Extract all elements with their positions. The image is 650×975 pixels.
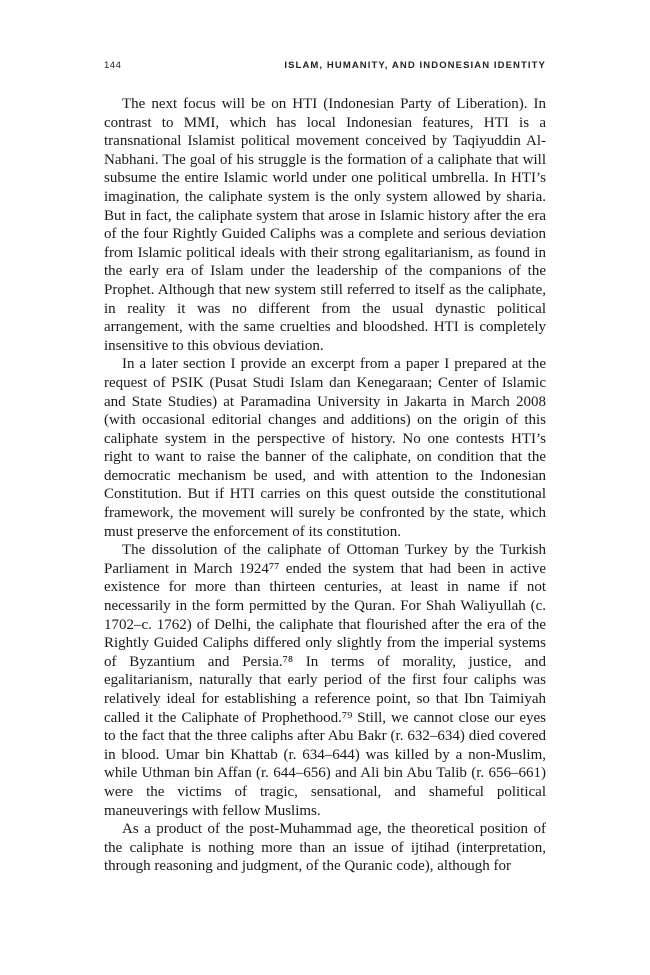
paragraph-3: The dissolution of the caliphate of Ottoman Turkey by the Turkish Parliament in March 1924⁷⁷ ended the system that had been in active existence for more than thirteen centuries, at least in name if not necessarily in the form permitted by the Quran. For Shah Waliyullah (c. 1702–c. 1762) of Delhi, the caliphate that flourished after the era of the Rightly Guided Caliphs differed only slightly from the imperial systems of Byzantium and Persia.⁷⁸ In terms of morality, justice, and egalitarianism, naturally that early period of the first four caliphs was relatively ideal for establishing a reference point, so that Ibn Taimiyah called it the Caliphate of Prophethood.⁷⁹ Still, we cannot close our eyes to the fact that the three caliphs after Abu Bakr (r. 632–634) died covered in blood. Umar bin Khattab (r. 634–644) was killed by a non-Muslim, while Uthman bin Affan (r. 644–656) and Ali bin Abu Talib (r. 656–661) were the victims of tragic, sensational, and shameful political maneuverings with fellow Muslims. (104, 542, 546, 819)
paragraph-2: In a later section I provide an excerpt from a paper I prepared at the request of PSIK (Pusat Studi Islam dan Kenegaraan; Center of Islamic and State Studies) at Paramadina University in Jakarta in March 2008 (with occasional editorial changes and additions) on the origin of this caliphate system in the perspective of history. No one contests HTI’s right to want to raise the banner of the caliphate, on condition that the democratic mechanism be used, and with attention to the Indonesian Constitution. But if HTI carries on this quest outside the constitutional framework, the movement will surely be confronted by the state, which must preserve the enforcement of its constitution. (104, 356, 546, 540)
running-title: ISLAM, HUMANITY, AND INDONESIAN IDENTITY (284, 60, 546, 71)
body-text (104, 95, 546, 876)
paragraph-1: The next focus will be on HTI (Indonesian Party of Liberation). In contrast to MMI, which has local Indonesian features, HTI is a transnational Islamist political movement conceived by Taqiyuddin Al-Nabhani. The goal of his struggle is the formation of a caliphate that will subsume the entire Islamic world under one political umbrella. In HTI’s imagination, the caliphate system is the only system allowed by sharia. But in fact, the caliphate system that arose in Islamic history after the era of the four Rightly Guided Caliphs was a complete and serious deviation from Islamic political ideals with their strong egalitarianism, as found in the early era of Islam under the leadership of the companions of the Prophet. Although that new system still referred to itself as the caliphate, in reality it was no different from the usual dynastic political arrangement, with the same cruelties and bloodshed. HTI is completely insensitive to this obvious deviation. (104, 96, 546, 354)
page-number: 144 (104, 60, 122, 71)
paragraph-4: As a product of the post-Muhammad age, the theoretical position of the caliphate is nothing more than an issue of ijtihad (interpretation, through reasoning and judgment, of the Quranic code), although for (104, 821, 546, 875)
running-head (104, 60, 546, 74)
